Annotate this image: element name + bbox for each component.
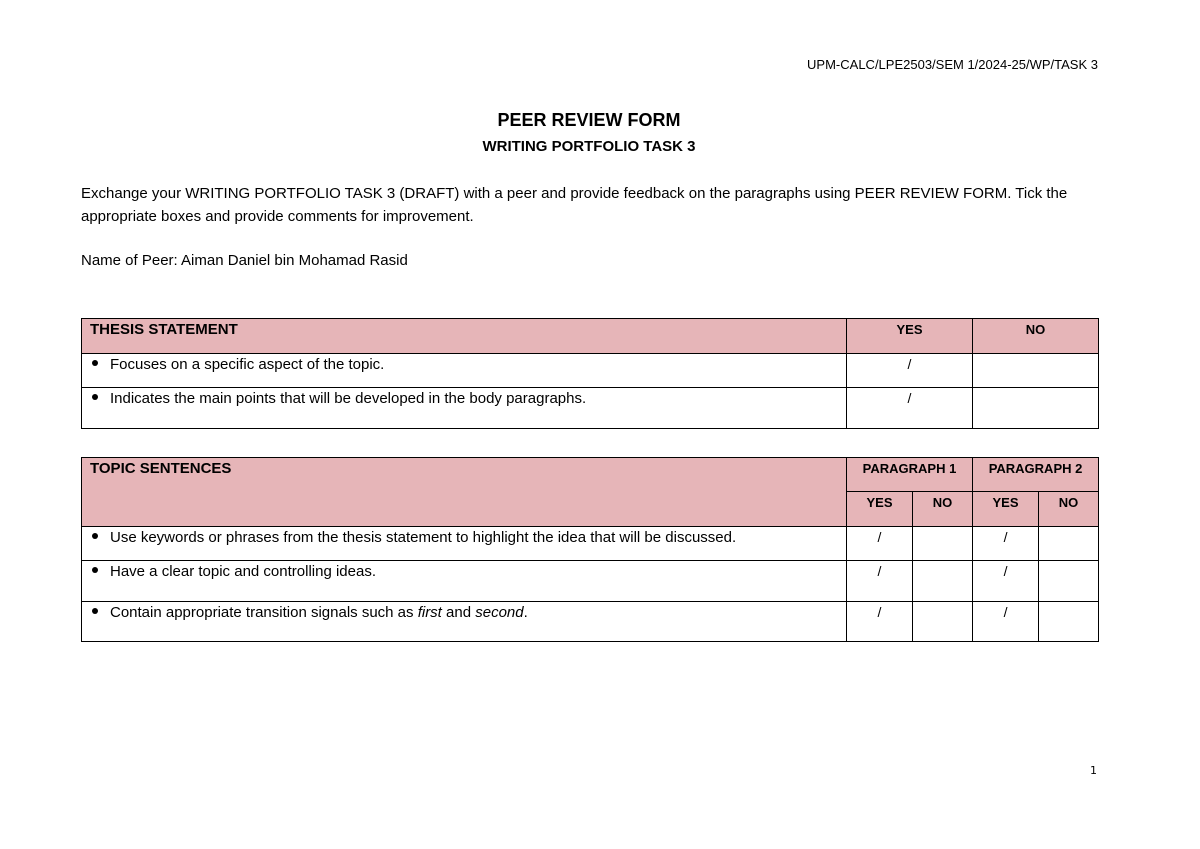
p1-yes-checkbox-cell[interactable]: /	[847, 527, 913, 561]
criterion-cell	[82, 388, 847, 429]
table-row	[82, 388, 1099, 429]
p2-yes-checkbox-cell[interactable]: /	[973, 527, 1039, 561]
yes-checkbox-cell[interactable]: /	[847, 388, 973, 429]
p2-no-header: NO	[1039, 492, 1099, 527]
bullet-icon	[90, 529, 100, 539]
bullet-icon	[90, 563, 100, 573]
form-title: PEER REVIEW FORM	[497, 110, 681, 130]
form-subtitle: WRITING PORTFOLIO TASK 3	[482, 138, 696, 155]
criterion-emphasis: first	[417, 604, 442, 621]
document-code: UPM-CALC/LPE2503/SEM 1/2024-25/WP/TASK 3	[807, 57, 1098, 72]
p2-no-checkbox-cell[interactable]	[1039, 602, 1099, 642]
p1-yes-header: YES	[847, 492, 913, 527]
table-row	[82, 527, 1099, 561]
table-header-row	[82, 458, 1099, 492]
criterion-text: Focuses on a specific aspect of the topic.	[110, 356, 385, 373]
criterion-cell	[82, 602, 847, 642]
bullet-icon	[90, 356, 100, 366]
criterion-cell	[82, 561, 847, 602]
p1-yes-checkbox-cell[interactable]: /	[847, 561, 913, 602]
p1-yes-checkbox-cell[interactable]: /	[847, 602, 913, 642]
topic-heading: TOPIC SENTENCES	[82, 458, 847, 527]
yes-checkbox-cell[interactable]: /	[847, 354, 973, 388]
instructions-paragraph: Exchange your WRITING PORTFOLIO TASK 3 (DRAFT) with a peer and provide feedback on the paragraphs using PEER REVIEW FORM. Tick the appropriate boxes and provide comments for improvement.	[81, 185, 1068, 225]
table-row	[82, 561, 1099, 602]
p2-yes-checkbox-cell[interactable]: /	[973, 602, 1039, 642]
p2-yes-header: YES	[973, 492, 1039, 527]
bullet-icon	[90, 604, 100, 614]
criterion-text: .	[523, 604, 528, 621]
criterion-emphasis: second	[475, 604, 524, 621]
criterion-text: Indicates the main points that will be developed in the body paragraphs.	[110, 390, 587, 407]
criterion-text: and	[441, 604, 476, 621]
yes-column-header: YES	[847, 319, 973, 354]
table-row	[82, 354, 1099, 388]
thesis-heading: THESIS STATEMENT	[82, 319, 847, 354]
p2-yes-checkbox-cell[interactable]: /	[973, 561, 1039, 602]
p2-no-checkbox-cell[interactable]	[1039, 527, 1099, 561]
peer-name: Name of Peer: Aiman Daniel bin Mohamad Rasid	[81, 252, 408, 269]
p1-no-checkbox-cell[interactable]	[913, 602, 973, 642]
table-row	[82, 602, 1099, 642]
paragraph-1-header: PARAGRAPH 1	[847, 458, 973, 492]
topic-sentences-table	[81, 457, 1099, 642]
criterion-cell	[82, 354, 847, 388]
table-header-row	[82, 319, 1099, 354]
thesis-statement-table	[81, 318, 1099, 429]
criterion-text: Have a clear topic and controlling ideas.	[110, 563, 376, 580]
p2-no-checkbox-cell[interactable]	[1039, 561, 1099, 602]
bullet-icon	[90, 390, 100, 400]
p1-no-checkbox-cell[interactable]	[913, 527, 973, 561]
criterion-text: Use keywords or phrases from the thesis statement to highlight the idea that will be discussed.	[110, 529, 737, 546]
no-checkbox-cell[interactable]	[973, 354, 1099, 388]
page-number: 1	[1090, 764, 1097, 777]
paragraph-2-header: PARAGRAPH 2	[973, 458, 1099, 492]
p1-no-header: NO	[913, 492, 973, 527]
criterion-cell	[82, 527, 847, 561]
no-checkbox-cell[interactable]	[973, 388, 1099, 429]
p1-no-checkbox-cell[interactable]	[913, 561, 973, 602]
criterion-text: Contain appropriate transition signals such as	[110, 604, 418, 621]
no-column-header: NO	[973, 319, 1099, 354]
